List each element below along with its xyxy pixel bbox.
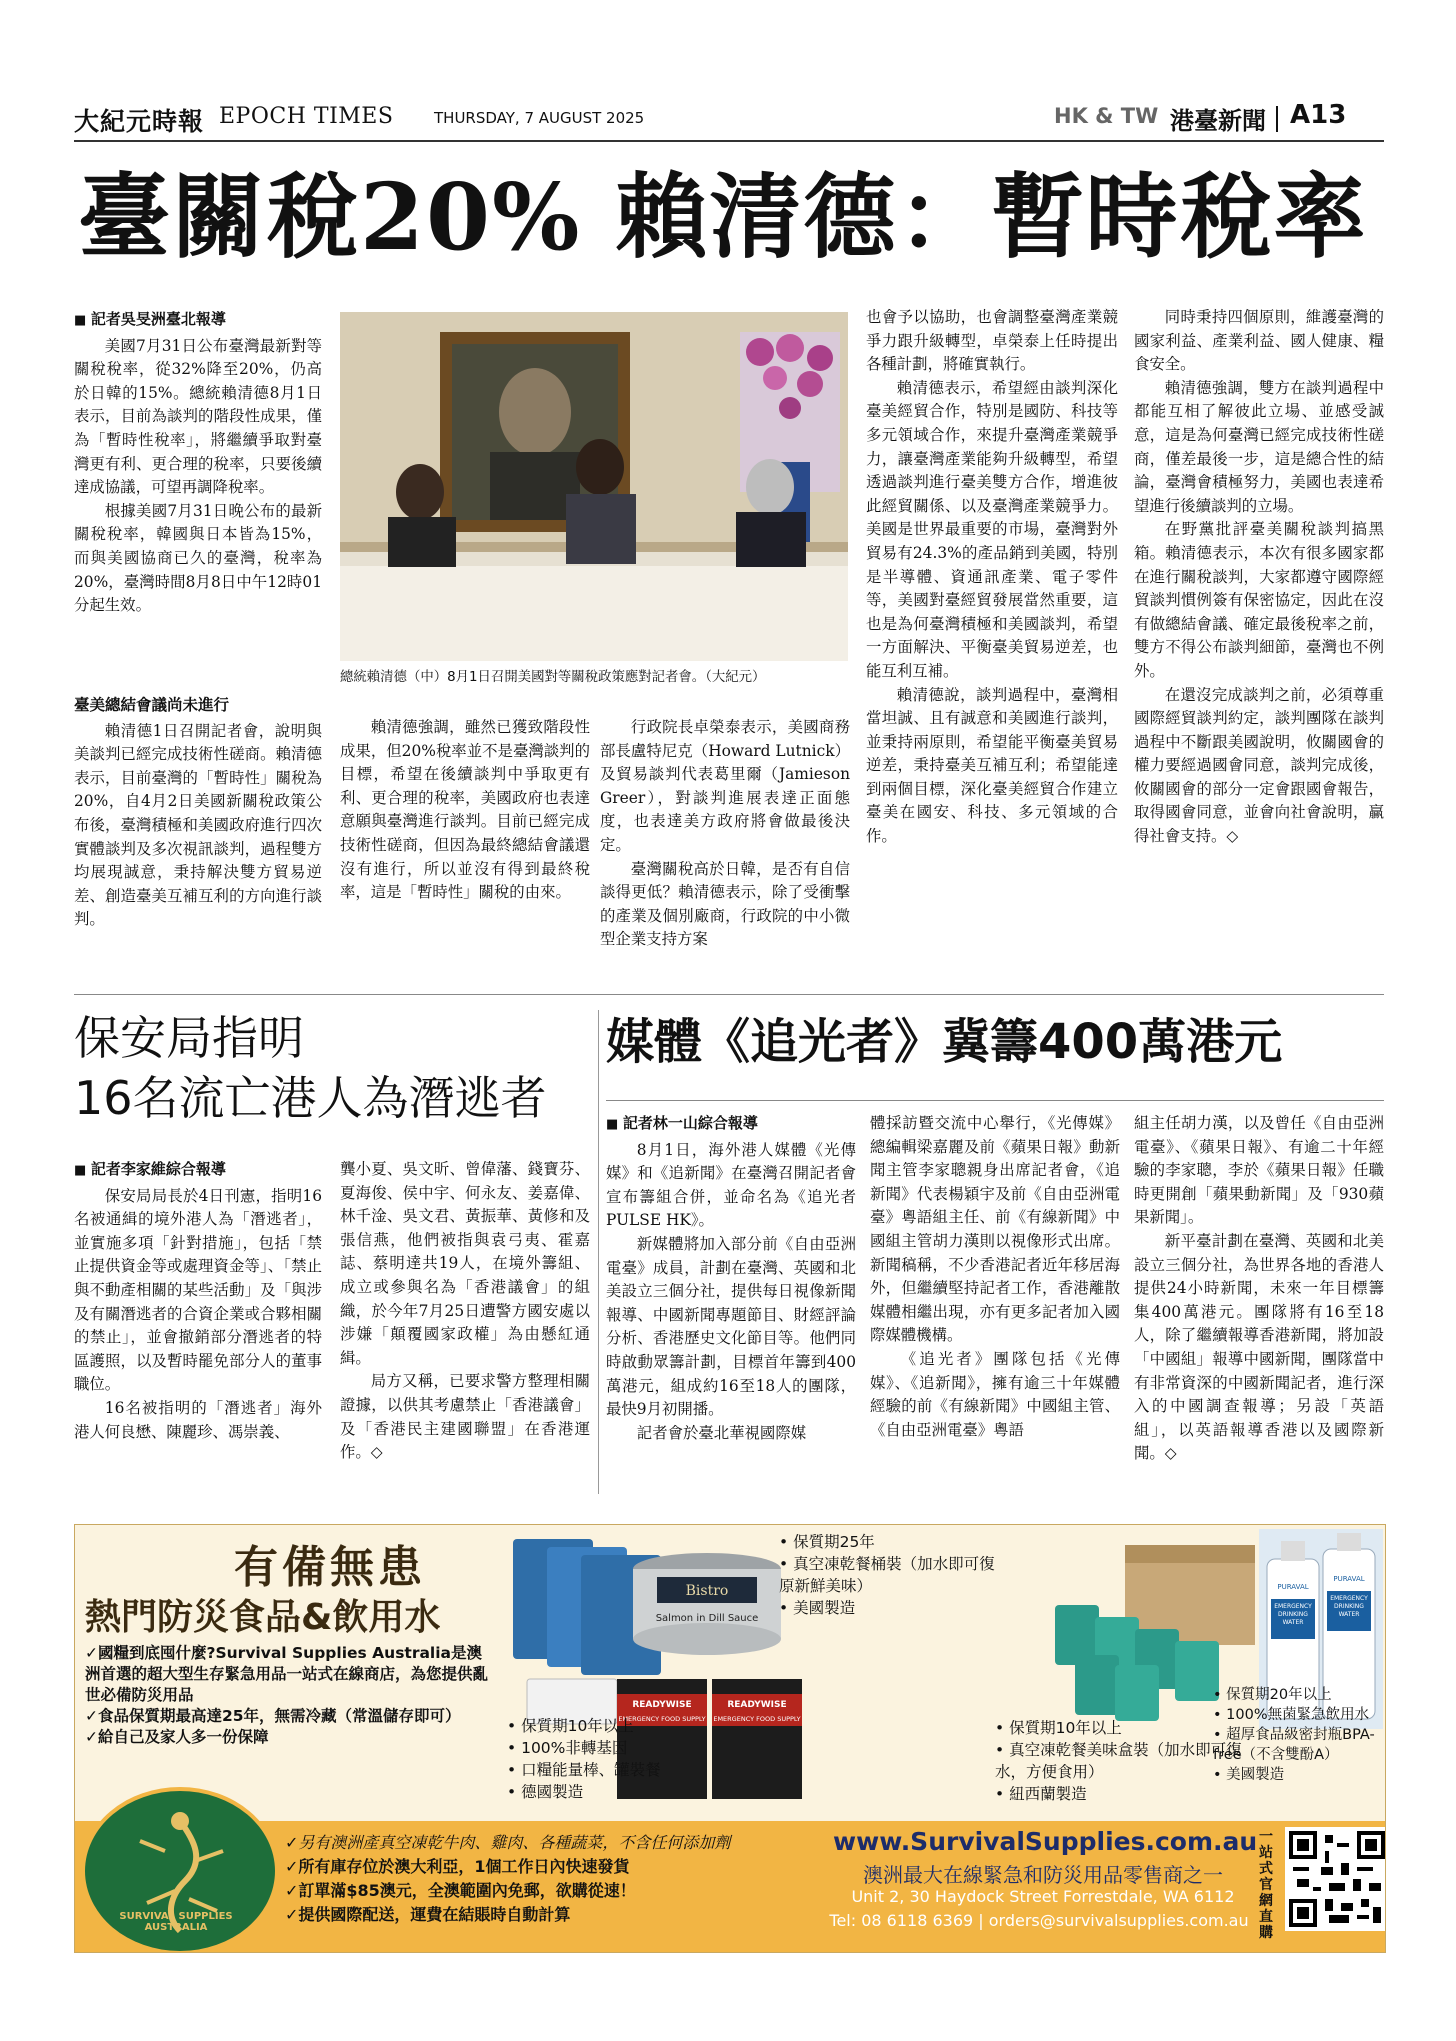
ad-phone[interactable]: Tel: 08 6118 6369 bbox=[829, 1911, 974, 1930]
paragraph: 局方又稱，已要求警方整理相關證據，以供其考慮禁止「香港議會」及「香港民主建國聯盟」在香港運作。◇ bbox=[340, 1372, 590, 1462]
bullet: • 紐西蘭製造 bbox=[995, 1783, 1255, 1805]
bullet: • 超厚食品級密封瓶BPA-free（不含雙酚A） bbox=[1213, 1725, 1383, 1765]
tin-name: Salmon in Dill Sauce bbox=[655, 1613, 759, 1624]
lead-headline: 臺關稅20% 賴清德：暫時稅率 bbox=[78, 163, 1368, 271]
ad-contact bbox=[809, 1911, 1269, 1930]
masthead-divider bbox=[1276, 106, 1278, 132]
bullet: • 口糧能量棒、罐裝餐 bbox=[507, 1759, 717, 1781]
paragraph: 行政院長卓榮泰表示，美國商務部長盧特尼克（Howard Lutnick）及貿易談判代表葛里爾（Jamieson Greer），對談判進展表達正面態度，也表達美方政府將會做最後決定。 bbox=[600, 718, 850, 854]
lead-byline: ■ 記者吳旻洲臺北報導 bbox=[74, 308, 322, 333]
ad-email[interactable]: orders@survivalsupplies.com.au bbox=[988, 1911, 1249, 1930]
paragraph: 龔小夏、吳文昕、曾偉藩、錢寶芬、夏海俊、侯中宇、何永友、姜嘉偉、林千淦、吳文君、黃振華、黃修和及張信燕，他們被指與袁弓夷、霍嘉誌、蔡明達共19人，在境外籌組、成立或參與名為「香港議會」的組織，於今年7月25日遭警方國安處以涉嫌「顛覆國家政權」為由懸紅通緝。 bbox=[340, 1160, 590, 1367]
product-group-germany bbox=[507, 1715, 717, 1803]
story3-headline: 媒體《追光者》冀籌400萬港元 bbox=[606, 1014, 1283, 1070]
bullet: • 100%非轉基因 bbox=[507, 1737, 717, 1759]
qr-code-icon bbox=[1289, 1831, 1385, 1927]
paragraph: 賴清德強調，雙方在談判過程中都能互相了解彼此立場、並感受誠意，這是為何臺灣已經完成技術性磋商，僅差最後一步，這是總合性的結論，臺灣會積極努力，美國也表達希望進行後續談判的立場。 bbox=[1134, 378, 1384, 515]
lead-col4 bbox=[866, 306, 1118, 849]
paragraph: 根據美國7月31日晚公布的最新關稅稅率，韓國與日本皆為15%，而與美國協商已久的臺灣，稅率為20%，臺灣時間8月8日中午12時01分起生效。 bbox=[74, 501, 322, 615]
paragraph: 賴清德說，談判過程中，臺灣相當坦誠、且有誠意和美國進行談判，並秉持兩原則，希望能平衡臺美貿易逆差，秉持臺美互補互利；希望能達到兩個目標，深化臺美經貿合作建立臺美在國安、科技、多元領域的合作。 bbox=[866, 685, 1118, 846]
paragraph: 賴清德1日召開記者會，說明與美談判已經完成技術性磋商。賴清德表示，目前臺灣的「暫時性」關稅為20%，自4月2日美國新關稅政策公布後，臺灣積極和美國政府進行四次實體談判及多次視訊談判，過程雙方均展現誠意，秉持解決雙方貿易逆差、創造臺美互補互利的方向進行談判。 bbox=[74, 721, 322, 929]
qr-code[interactable] bbox=[1285, 1827, 1386, 1931]
story3-col3 bbox=[1134, 1112, 1384, 1466]
lead-photo bbox=[340, 312, 848, 661]
press-conference-illustration bbox=[340, 312, 848, 661]
bucket-brand: READYWISE bbox=[632, 1700, 692, 1710]
bullet: • 美國製造 bbox=[779, 1597, 1009, 1619]
paragraph: 同時秉持四個原則，維護臺灣的國家利益、產業利益、國人健康、糧食安全。 bbox=[1134, 308, 1384, 374]
paragraph: 也會予以協助，也會調整臺灣產業競爭力跟升級轉型，卓榮泰上任時提出各種計劃，將確實執行。 bbox=[866, 308, 1118, 374]
story2-col2 bbox=[340, 1158, 590, 1465]
website-link[interactable]: www.SurvivalSupplies.com.au bbox=[833, 1827, 1258, 1856]
bullet: • 100%無菌緊急飲用水 bbox=[1213, 1705, 1383, 1725]
footer-check-item: ✓提供國際配送，運費在結賬時自動計算 bbox=[285, 1905, 571, 1924]
story2-col1 bbox=[74, 1158, 322, 1444]
paragraph: 在野黨批評臺美關稅談判搞黑箱。賴清德表示，本次有很多國家都在進行關稅談判，大家都遵守國際經貿談判慣例簽有保密協定，因此在沒有做總結會議、確定最後稅率之前，雙方不得公布談判細節，臺灣也不例外。 bbox=[1134, 520, 1384, 680]
ad-check-item: ✓食品保質期最高達25年，無需冷藏（常溫儲存即可） bbox=[85, 1707, 461, 1725]
ad-checklist bbox=[85, 1643, 495, 1748]
story2-byline: ■ 記者李家維綜合報導 bbox=[74, 1158, 322, 1183]
lead-col1-upper bbox=[74, 308, 322, 618]
ad-check-item: ✓國糧到底囤什麼?Survival Supplies Australia是澳洲首選的超大型生存緊急用品一站式在線商店，為您提供亂世必備防災用品 bbox=[85, 1644, 489, 1704]
logo-en: EPOCH TIMES bbox=[219, 104, 394, 129]
story3-col1 bbox=[606, 1112, 856, 1445]
story2-headline-line1: 保安局指明 bbox=[74, 1011, 304, 1065]
story3-byline: ■ 記者林一山綜合報導 bbox=[606, 1112, 856, 1137]
lead-col5 bbox=[1134, 306, 1384, 849]
qr-label: 一站式官網直購 bbox=[1259, 1829, 1273, 1941]
bottle-brand: PURAVAL bbox=[1277, 1583, 1309, 1591]
paragraph: 記者會於臺北華視國際媒 bbox=[636, 1423, 807, 1442]
lead-col2-lower bbox=[340, 716, 590, 905]
column-rule bbox=[598, 1010, 599, 1494]
story2-headline-line2: 16名流亡港人為潛逃者 bbox=[74, 1071, 547, 1125]
paragraph: 組主任胡力漢，以及曾任《自由亞洲電臺》、《蘋果日報》、有逾二十年經驗的李家聰，李於《蘋果日報》任職時更開創「蘋果動新聞」及「930蘋果新聞」。 bbox=[1134, 1114, 1384, 1227]
section-rule bbox=[74, 994, 1384, 995]
bullet: • 德國製造 bbox=[507, 1781, 717, 1803]
paragraph: 在還沒完成談判之前，必須尊重國際經貿談判約定，談判團隊在談判過程中不斷跟美國說明，攸關國會的權力要經過國會同意，談判完成後，攸關國會的部分一定會跟國會報告，取得國會同意，並會向社會說明，贏得社會支持。◇ bbox=[1134, 685, 1384, 846]
logo-cn: 大紀元時報 bbox=[74, 107, 205, 136]
paragraph: 賴清德強調，雖然已獲致階段性成果，但20%稅率並不是臺灣談判的目標，希望在後續談判中爭取更有利、更合理的稅率，美國政府也表達意願與臺灣進行談判。目前已經完成技術性磋商，但因為最終總結會議還沒有進行，所以並沒有得到最終稅率，這是「暫時性」關稅的由來。 bbox=[340, 718, 590, 902]
ad-title-1: 有備無患 bbox=[234, 1542, 426, 1593]
paragraph: 賴清德表示，希望經由談判深化臺美經貿合作，特別是國防、科技等多元領域合作，來提升臺灣產業競爭力，讓臺灣產業能夠升級轉型，希望透過談判進行臺美雙方合作，增進彼此經貿關係、以及臺灣產業競爭力。美國是世界最重要的市場，臺灣對外貿易有24.3%的產品銷到美國，特別是半導體、資通訊產業、電子零件等，美國對臺經貿發展當然重要，這也是為何臺灣積極和美國談判，希望一方面解決、平衡臺美貿易逆差，也能互利互補。 bbox=[866, 378, 1118, 680]
advertisement bbox=[74, 1524, 1386, 1953]
page-number: A13 bbox=[1290, 100, 1347, 130]
photo-caption: 總統賴清德（中）8月1日召開美國對等關稅政策應對記者會。（大紀元） bbox=[340, 670, 766, 685]
bottle-brand: PURAVAL bbox=[1333, 1575, 1365, 1583]
bullet: • 保質期10年以上 bbox=[507, 1715, 717, 1737]
issue-date: THURSDAY, 7 AUGUST 2025 bbox=[434, 109, 645, 127]
bottle-label: EMERGENCY DRINKING WATER bbox=[1274, 1603, 1312, 1626]
bullet: • 保質期25年 bbox=[779, 1531, 1009, 1553]
tin-brand: Bistro bbox=[685, 1583, 729, 1599]
lead-col3-lower bbox=[600, 716, 850, 952]
bullet: • 保質期10年以上 bbox=[995, 1717, 1255, 1739]
paragraph: 8月1日，海外港人媒體《光傳媒》和《追新聞》在臺灣召開記者會宣布籌組合併，並命名為《追光者PULSE HK》。 bbox=[606, 1140, 856, 1230]
footer-check-item: ✓所有庫存位於澳大利亞，1個工作日內快速發貨 bbox=[285, 1857, 630, 1876]
footer-check-item: ✓訂單滿$85澳元，全澳範圍內免郵，欲購從速！ bbox=[285, 1881, 636, 1900]
ad-check-item: ✓給自己及家人多一份保障 bbox=[85, 1728, 269, 1746]
ad-title-2: 熱門防災食品&飲用水 bbox=[85, 1597, 441, 1638]
story2-headline bbox=[74, 1008, 594, 1128]
logo-text: SURVIVAL SUPPLIES AUSTRALIA bbox=[119, 1911, 233, 1933]
contact-divider: | bbox=[978, 1911, 989, 1930]
story3-col2 bbox=[870, 1112, 1120, 1442]
bullet: • 真空凍乾餐桶裝（加水即可復原新鮮美味） bbox=[779, 1553, 1009, 1597]
paragraph: 新平臺計劃在臺灣、英國和北美設立三個分社，為世界各地的香港人提供24小時新聞，未來一年目標籌集400萬港元。團隊將有16至18人，除了繼續報導香港新聞，將加設「中國組」報導中國新聞，團隊當中有非常資深的中國新聞記者，進行深入的中國調查報導；另設「英語組」，以英語報導香港以及國際新聞。◇ bbox=[1134, 1231, 1384, 1463]
paragraph: 體採訪暨交流中心舉行，《光傳媒》總編輯梁嘉麗及前《蘋果日報》動新聞主管李家聰親身出席記者會，《追新聞》代表楊穎宇及前《自由亞洲電臺》粵語組主任、前《有線新聞》中國組主管胡力漢則以視像形式出席。新聞稿稱，不少香港記者近年移居海外，但繼續堅持記者工作，香港離散媒體相繼出現，亦有更多記者加入國際媒體機構。 bbox=[870, 1114, 1120, 1345]
ad-footer-checklist bbox=[285, 1831, 845, 1927]
bullet: • 真空凍乾餐美味盒裝（加水即可復水，方便食用） bbox=[995, 1739, 1255, 1783]
bucket-brand: READYWISE bbox=[727, 1700, 787, 1710]
masthead bbox=[74, 100, 1384, 136]
masthead-rule bbox=[74, 140, 1384, 142]
paragraph: 新媒體將加入部分前《自由亞洲電臺》成員，計劃在臺灣、英國和北美設立三個分社，提供每日視像新聞報導、中國新聞專題節目、財經評論分析、香港歷史文化節目等。他們同時啟動眾籌計劃，目標首年籌到400萬港元，組成約16至18人的團隊，最快9月初開播。 bbox=[606, 1234, 856, 1419]
ad-tagline: 澳洲最大在線緊急和防災用品零售商之一 bbox=[863, 1863, 1223, 1887]
paragraph: 保安局局長於4日刊憲，指明16名被通緝的境外港人為「潛逃者」，並實施多項「針對措施」，包括「禁止提供資金等或處理資金等」、「禁止與不動產相關的某些活動」及「與涉及有關潛逃者的合資企業或合夥相關的禁止」，並會撤銷部分潛逃者的特區護照，以及暫時罷免部分人的董事職位。 bbox=[74, 1186, 322, 1394]
region-label: HK & TW bbox=[1054, 104, 1159, 128]
paragraph: 臺灣關稅高於日韓，是否有自信談得更低？賴清德表示，除了受衝擊的產業及個別廠商，行政院的中小微型企業支持方案 bbox=[600, 859, 850, 949]
bullet: • 保質期20年以上 bbox=[1213, 1685, 1383, 1705]
bottle-label: EMERGENCY DRINKING WATER bbox=[1330, 1595, 1368, 1618]
product-group-water bbox=[1213, 1685, 1383, 1785]
story3-rule bbox=[606, 1100, 1384, 1101]
paragraph: 《追光者》團隊包括《光傳媒》、《追新聞》，擁有逾三十年媒體經驗的前《有線新聞》中國組主管、《自由亞洲電臺》粵語 bbox=[870, 1349, 1120, 1439]
lead-col1-lower bbox=[74, 690, 322, 932]
ad-address: Unit 2, 30 Haydock Street Forrestdale, WA 6112 bbox=[851, 1887, 1235, 1906]
paragraph: 16名被指明的「潛逃者」海外港人何良懋、陳麗珍、馮崇義、 bbox=[74, 1398, 322, 1441]
section-label: 港臺新聞 bbox=[1170, 107, 1266, 135]
bucket-label: EMERGENCY FOOD SUPPLY bbox=[618, 1715, 706, 1723]
lead-subhead: 臺美總結會議尚未進行 bbox=[74, 696, 230, 714]
bullet: • 美國製造 bbox=[1213, 1765, 1383, 1785]
paragraph: 美國7月31日公布臺灣最新對等關稅稅率，從32%降至20%，仍高於日韓的15%。總統賴清德8月1日表示，目前為談判的階段性成果，僅為「暫時性稅率」，將繼續爭取對臺灣更有利、更合理的稅率，只要後續達成協議，可望再調降稅率。 bbox=[74, 336, 322, 497]
bucket-label: EMERGENCY FOOD SUPPLY bbox=[713, 1715, 801, 1723]
footer-check-item: ✓另有澳洲產真空凍乾牛肉、雞肉、各種蔬菜，不含任何添加劑 bbox=[285, 1833, 731, 1852]
product-group-usa-buckets bbox=[779, 1531, 1009, 1619]
